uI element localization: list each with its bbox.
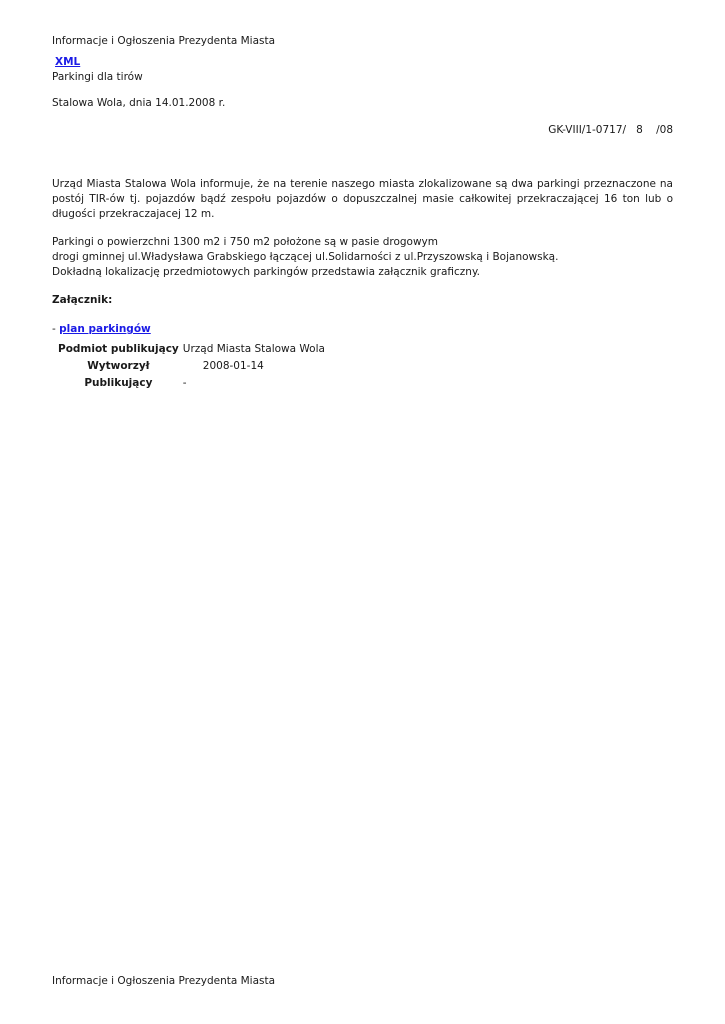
metadata-label: Podmiot publikujący (58, 342, 179, 355)
page-header-title: Informacje i Ogłoszenia Prezydenta Miasta (52, 35, 276, 47)
metadata-row (56, 340, 327, 357)
location-line: drogi gminnej ul.Władysława Grabskiego łączącej ul.Solidarności z ul.Przyszowską i Bojanowską. (52, 251, 559, 263)
metadata-label: Wytworzył (87, 359, 150, 372)
attachment-item (52, 323, 151, 335)
attachment-link[interactable]: plan parkingów (59, 323, 151, 335)
xml-link[interactable]: XML (55, 56, 81, 68)
metadata-row (56, 374, 327, 391)
metadata-value: - (182, 376, 187, 389)
metadata-value: Urząd Miasta Stalowa Wola (182, 342, 325, 355)
reference-number: GK-VIII/1-0717/ 8 /08 (548, 124, 673, 136)
metadata-table (56, 340, 327, 391)
metadata-value: 2008-01-14 (202, 359, 264, 372)
announcement-paragraph: Urząd Miasta Stalowa Wola informuje, że na terenie naszego miasta zlokalizowane są dwa parkingi przeznaczone na postój TIR-ów tj. pojazdów bądź zespołu pojazdów o dopuszczalnej masie całkowitej przekraczającej 16 ton lub o długości przekraczajacej 12 m. (52, 178, 673, 220)
metadata-row (56, 357, 327, 374)
location-line: Dokładną lokalizację przedmiotowych parkingów przedstawia załącznik graficzny. (52, 266, 480, 278)
location-line: Parkingi o powierzchni 1300 m2 i 750 m2 położone są w pasie drogowym (52, 236, 438, 248)
page-footer-title: Informacje i Ogłoszenia Prezydenta Miasta (52, 975, 276, 987)
document-title: Parkingi dla tirów (52, 71, 143, 83)
place-and-date: Stalowa Wola, dnia 14.01.2008 r. (52, 97, 226, 109)
location-paragraph (52, 235, 673, 280)
attachment-bullet: - (52, 323, 60, 335)
metadata-label: Publikujący (84, 376, 153, 389)
attachment-heading: Załącznik: (52, 294, 113, 306)
